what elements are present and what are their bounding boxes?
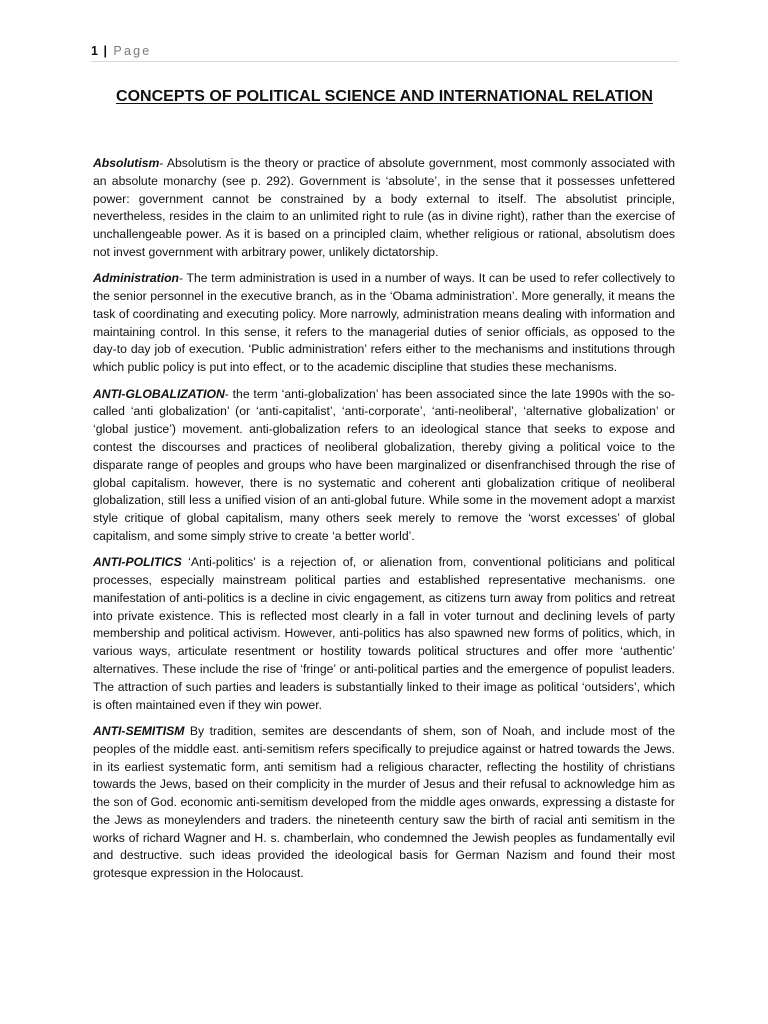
page-number: 1 (91, 44, 98, 58)
entry-anti-politics (93, 554, 675, 714)
entry-term: Absolutism (93, 156, 160, 170)
entry-term: ANTI-SEMITISM (93, 723, 185, 738)
entry-text: ‘Anti-politics’ is a rejection of, or alienation from, conventional politicians and political processes, especially mainstream political parties and established representative mechanisms. one manifestation of anti-politics is a decline in civic engagement, as citizens turn away from politics and retreat into private existence. This is reflected most clearly in a fall in voter turnout and declining levels of party membership and political activism. However, anti-politics has also spawned new forms of politics, which, in various ways, articulate resentment or hostility towards political structures and offer more ‘authentic’ alternatives. These include the rise of ‘fringe’ or anti-political parties and the emergence of populist leaders. The attraction of such parties and leaders is substantially linked to their image as political ‘outsiders’, which is often maintained even if they win power. (93, 555, 675, 712)
entry-text: The term administration is used in a number of ways. It can be used to refer collectively to the senior personnel in the executive branch, as in the ‘Obama administration’. More generally, it means the task of coordinating and executing policy. More narrowly, administration means dealing with information and maintaining control. In this sense, it refers to the managerial duties of senior officials, as opposed to the day-to day job of execution. ‘Public administration’ refers either to the mechanisms and institutions through which public policy is put into effect, or to the academic discipline that studies these mechanisms. (93, 271, 675, 375)
entry-administration (93, 270, 675, 377)
entry-term: ANTI-GLOBALIZATION (93, 386, 225, 401)
entry-text: the term ‘anti-globalization’ has been associated since the late 1990s with the so-called ‘anti globalization’ (or ‘anti-capitalist’, ‘anti-corporate’, ‘anti-neoliberal’, ‘alternative globalization’ or ‘global justice’) movement. anti-globalization refers to an ideological stance that seeks to expose and contest the discourses and practices of neoliberal globalization, thereby giving a political voice to the disparate range of peoples and groups who have been marginalized or disenfranchised through the rise of global capitalism. however, there is no systematic and coherent anti globalization critique of neoliberal globalization, still less a unified vision of an anti-global future. While some in the movement adopt a marxist style critique of global capitalism, many others seek merely to remove the ‘worst excesses’ of global capitalism, and some simply strive to create ‘a better world’. (93, 386, 675, 543)
entry-anti-semitism (93, 723, 675, 883)
document-title: CONCEPTS OF POLITICAL SCIENCE AND INTERNATIONAL RELATION (116, 88, 653, 105)
page-header (91, 42, 678, 62)
document-body (93, 155, 675, 892)
entry-term: ANTI-POLITICS (93, 555, 182, 570)
entry-anti-globalization (93, 386, 675, 546)
entry-connector: - (179, 271, 187, 286)
entry-connector: - (224, 386, 233, 401)
page-separator: | (103, 44, 107, 58)
entry-text: By tradition, semites are descendants of shem, son of Noah, and include most of the peoples of the middle east. anti-semitism refers specifically to prejudice against or hatred towards the Jews. in its earliest systematic form, anti semitism had a religious character, reflecting the hostility of christians towards the Jews, based on their complicity in the murder of Jesus and their refusal to acknowledge him as the son of God. economic anti-semitism developed from the middle ages onwards, expressing a distaste for the Jews as moneylenders and traders. the nineteenth century saw the birth of racial anti semitism in the works of richard Wagner and H. s. chamberlain, who condemned the Jewish peoples as fundamentally evil and destructive. such ideas provided the ideological basis for German Nazism and found their most grotesque expression in the Holocaust. (93, 723, 675, 881)
entry-absolutism (93, 155, 675, 262)
page-label: Page (113, 44, 152, 58)
entry-term: Administration (93, 271, 179, 286)
entry-connector: - (159, 156, 167, 170)
entry-text: Absolutism is the theory or practice of absolute government, most commonly associated with an absolute monarchy (see p. 292). Government is ‘absolute’, in the sense that it possesses unfettered power: government cannot be constrained by a body external to itself. The absolutist principle, nevertheless, resides in the claim to an unlimited right to rule (as in divine right), rather than the exercise of unchallengeable power. As it is based on a principled claim, whether religious or rational, absolutism does not invest government with arbitrary power, unlikely dictatorship. (93, 156, 675, 259)
